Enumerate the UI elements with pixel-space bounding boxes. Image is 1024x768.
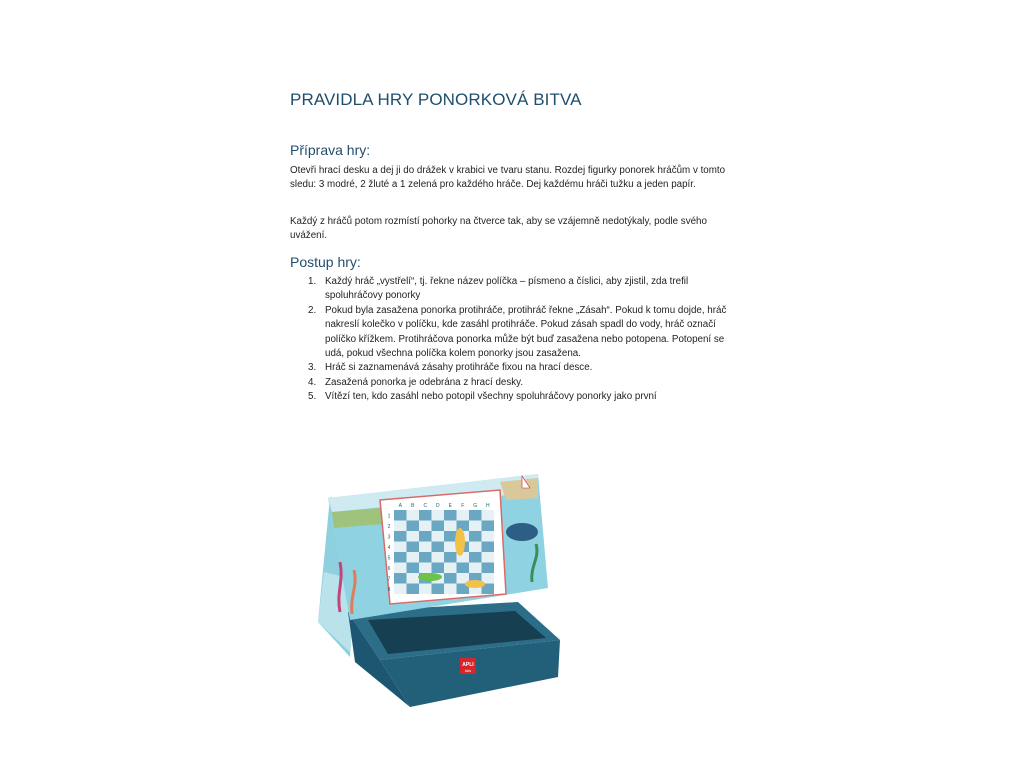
step-number: 4. xyxy=(308,376,317,388)
grid-column-label: F xyxy=(461,503,465,509)
grid-row-label: 4 xyxy=(387,544,391,551)
yellow-submarine-icon xyxy=(455,528,465,556)
grid-cell xyxy=(482,510,495,521)
grid-cell xyxy=(432,531,445,542)
step-text: Hráč si zaznamenává zásahy protihráče fixou na hrací desce. xyxy=(325,362,593,374)
grid-column-label: G xyxy=(473,503,478,509)
step-number: 5. xyxy=(308,391,317,403)
step-number: 1. xyxy=(308,276,317,287)
game-grid xyxy=(380,490,506,604)
grid-cell xyxy=(407,521,420,532)
grid-cell xyxy=(407,573,420,584)
yellow-submarine-icon xyxy=(465,580,485,588)
grid-cell xyxy=(394,584,407,595)
grid-cell xyxy=(407,531,420,542)
grid-column-label: B xyxy=(411,503,415,509)
grid-cell xyxy=(444,563,457,574)
grid-column-label: H xyxy=(485,503,490,509)
grid-cell xyxy=(482,552,495,563)
brand-sublabel-text: kids xyxy=(464,669,472,673)
grid-cell xyxy=(394,510,407,521)
grid-cell xyxy=(432,510,445,521)
grid-cell xyxy=(394,531,407,542)
grid-cell xyxy=(394,521,407,532)
grid-cell xyxy=(419,521,432,532)
step-number: 3. xyxy=(308,362,317,374)
grid-cell xyxy=(444,510,457,521)
grid-row-label: 5 xyxy=(387,555,391,562)
grid-cell xyxy=(444,521,457,532)
grid-cell xyxy=(444,552,457,563)
preparation-heading: Příprava hry: xyxy=(290,142,371,158)
grid-cell xyxy=(419,584,432,595)
grid-row-label: 1 xyxy=(387,513,391,520)
grid-cell xyxy=(457,563,470,574)
grid-cell xyxy=(444,531,457,542)
step-text: Vítězí ten, kdo zasáhl nebo potopil všechny spoluhráčovy ponorky jako první xyxy=(325,391,657,403)
grid-cell xyxy=(469,563,482,574)
grid-cell xyxy=(419,542,432,553)
step-text: Každý hráč „vystřelí“, tj. řekne název políčka – písmeno a číslici, aby zjistil, zda trefil spoluhráčovy ponorky xyxy=(325,276,689,302)
grid-cell xyxy=(432,584,445,595)
grid-cell xyxy=(394,563,407,574)
grid-cell xyxy=(482,531,495,542)
grid-column-label: C xyxy=(423,503,428,509)
document-title: PRAVIDLA HRY PONORKOVÁ BITVA xyxy=(290,90,582,109)
grid-cell xyxy=(482,563,495,574)
grid-cell xyxy=(469,531,482,542)
grid-cell xyxy=(444,584,457,595)
preparation-paragraph-1: Otevři hrací desku a dej ji do drážek v krabici ve tvaru stanu. Rozdej figurky ponorek hráčům v tomto sledu: 3 modré, 2 žluté a 1 zelená pro každého hráče. Dej každému hráči tužku a jeden papír. xyxy=(290,165,726,191)
grid-cell xyxy=(407,542,420,553)
green-submarine-icon xyxy=(418,573,442,581)
grid-column-label: D xyxy=(435,503,440,509)
grid-cell xyxy=(419,531,432,542)
grid-cell xyxy=(432,542,445,553)
brand-logo-text: APLI xyxy=(462,662,474,668)
grid-cell xyxy=(394,542,407,553)
grid-row-label: 8 xyxy=(387,586,391,593)
grid-cell xyxy=(482,542,495,553)
grid-row-label: 3 xyxy=(387,534,391,541)
grid-cell xyxy=(457,510,470,521)
grid-cell xyxy=(419,563,432,574)
list-item xyxy=(290,275,740,304)
grid-column-label: A xyxy=(398,503,402,509)
gameplay-heading: Postup hry: xyxy=(290,254,361,270)
whale-icon xyxy=(506,523,538,541)
grid-cell xyxy=(444,573,457,584)
grid-cell xyxy=(407,510,420,521)
step-text: Zasažená ponorka je odebrána z hrací desky. xyxy=(325,376,524,388)
grid-cell xyxy=(394,552,407,563)
grid-cell xyxy=(407,563,420,574)
step-text: Pokud byla zasažena ponorka protihráče, protihráč řekne „Zásah“. Pokud k tomu dojde, hráč nakreslí kolečko v políčku, kde zasáhl protihráče. Pokud zásah spadl do vody, hráč označí políčko křížkem. Protihráčova ponorka může být buď zasažena nebo potopena. Potopení se udá, pokud všechna políčka kolem ponorky jsou zasažena. xyxy=(325,304,727,360)
step-number: 2. xyxy=(308,304,317,316)
grid-row-label: 2 xyxy=(387,523,391,530)
list-item xyxy=(290,361,740,375)
gameplay-steps-list xyxy=(290,275,740,405)
grid-cell xyxy=(407,552,420,563)
grid-cell xyxy=(419,510,432,521)
grid-cell xyxy=(407,584,420,595)
grid-cell xyxy=(419,552,432,563)
grid-cell xyxy=(469,521,482,532)
grid-cell xyxy=(469,552,482,563)
preparation-paragraph-2: Každý z hráčů potom rozmístí pohorky na čtverce tak, aby se vzájemně nedotýkaly, podle svého uvážení. xyxy=(290,216,707,242)
grid-cell xyxy=(469,510,482,521)
grid-column-label: E xyxy=(448,503,452,509)
grid-cell xyxy=(469,542,482,553)
grid-cell xyxy=(432,521,445,532)
game-product-image xyxy=(310,462,570,712)
grid-cell xyxy=(444,542,457,553)
grid-cell xyxy=(432,563,445,574)
grid-cell xyxy=(394,573,407,584)
grid-row-label: 6 xyxy=(387,565,391,572)
list-item xyxy=(290,376,740,390)
grid-cell xyxy=(432,552,445,563)
list-item xyxy=(290,304,740,362)
list-item xyxy=(290,390,740,404)
grid-row-label: 7 xyxy=(387,576,391,583)
grid-cell xyxy=(482,521,495,532)
